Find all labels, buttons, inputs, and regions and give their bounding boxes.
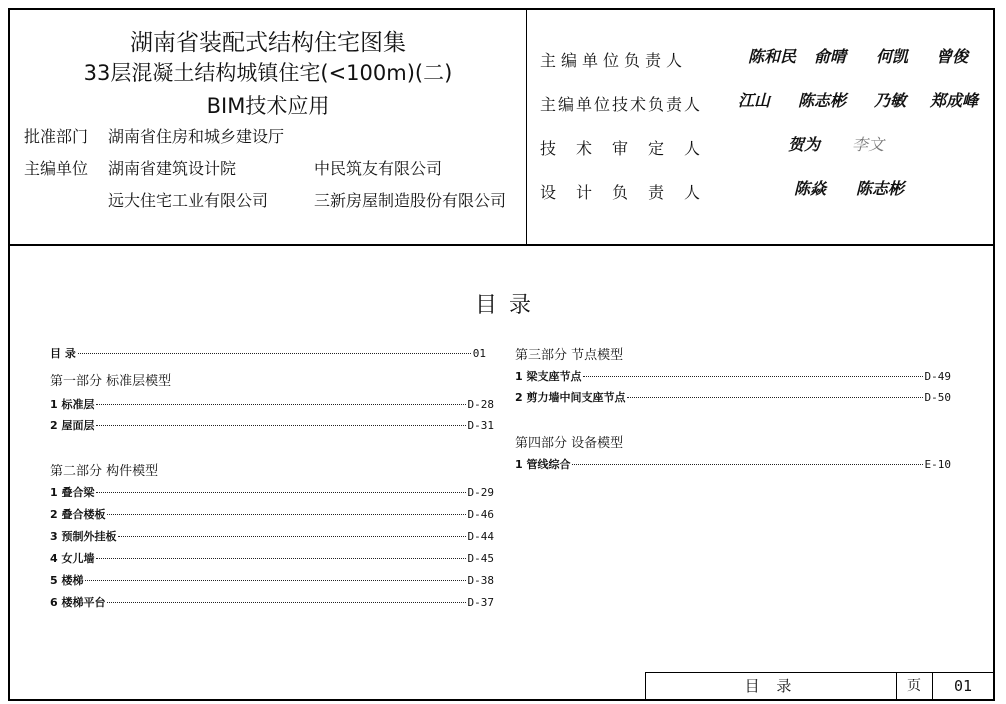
leader-dots bbox=[96, 558, 465, 559]
editor-unit: 三新房屋制造股份有限公司 bbox=[314, 191, 507, 210]
toc-entry-page: D-50 bbox=[924, 391, 951, 404]
editor-unit: 远大住宅工业有限公司 bbox=[108, 191, 269, 210]
atlas-topic: BIM技术应用 bbox=[206, 94, 330, 118]
sheet-footer bbox=[645, 672, 993, 699]
toc-entry bbox=[50, 572, 494, 588]
toc-entry-label: 1 梁支座节点 bbox=[515, 370, 582, 383]
signature: 贺为 bbox=[788, 135, 821, 154]
toc-entry-label: 4 女儿墙 bbox=[50, 552, 95, 565]
editor-label: 主编单位 bbox=[24, 159, 89, 178]
toc-entry-label: 2 剪力墙中间支座节点 bbox=[515, 391, 626, 404]
role-label: 主编单位负责人 bbox=[540, 51, 688, 70]
signature: 李文 bbox=[852, 135, 885, 154]
title-block bbox=[10, 10, 527, 244]
editor-unit: 中民筑友有限公司 bbox=[314, 159, 443, 178]
toc-entry-label: 1 标准层 bbox=[50, 398, 95, 411]
toc-entry bbox=[50, 484, 494, 500]
signature: 陈焱 bbox=[794, 179, 827, 198]
approval-value: 湖南省住房和城乡建设厅 bbox=[108, 127, 285, 146]
toc-entry-page: D-29 bbox=[467, 486, 494, 499]
signature: 陈志彬 bbox=[856, 179, 905, 198]
role-label: 设计负责人 bbox=[540, 183, 721, 202]
signature: 曾俊 bbox=[936, 47, 969, 66]
role-label: 技术审定人 bbox=[540, 139, 721, 158]
responsibility-block bbox=[526, 10, 993, 244]
toc-entry bbox=[50, 345, 486, 361]
toc-entry-label: 5 楼梯 bbox=[50, 574, 84, 587]
toc-entry-label: 6 楼梯平台 bbox=[50, 596, 106, 609]
atlas-subtitle: 33层混凝土结构城镇住宅(<100m)(二) bbox=[83, 61, 453, 85]
leader-dots bbox=[627, 397, 922, 398]
signature: 乃敏 bbox=[874, 91, 907, 110]
toc-entry-page: D-37 bbox=[467, 596, 494, 609]
toc-entry bbox=[50, 594, 494, 610]
toc-entry bbox=[515, 389, 951, 405]
toc-entry-label: 2 屋面层 bbox=[50, 419, 95, 432]
leader-dots bbox=[85, 580, 465, 581]
section-heading: 第二部分 构件模型 bbox=[50, 464, 159, 479]
atlas-title: 湖南省装配式结构住宅图集 bbox=[130, 30, 406, 56]
approval-label: 批准部门 bbox=[24, 127, 89, 146]
toc-entry-page: D-49 bbox=[924, 370, 951, 383]
leader-dots bbox=[78, 353, 471, 354]
toc-entry bbox=[50, 417, 494, 433]
signature: 陈志彬 bbox=[798, 91, 847, 110]
toc-entry bbox=[50, 528, 494, 544]
signature: 江山 bbox=[738, 91, 771, 110]
section-heading: 第四部分 设备模型 bbox=[515, 436, 624, 451]
toc-entry-page: D-38 bbox=[467, 574, 494, 587]
page-label: 页 bbox=[907, 678, 921, 694]
toc-entry bbox=[515, 368, 951, 384]
header-divider bbox=[10, 244, 993, 246]
toc-entry-label: 3 预制外挂板 bbox=[50, 530, 117, 543]
toc-entry-page: D-31 bbox=[467, 419, 494, 432]
leader-dots bbox=[572, 464, 922, 465]
leader-dots bbox=[96, 425, 465, 426]
toc-entry-page: D-28 bbox=[467, 398, 494, 411]
section-heading: 第一部分 标准层模型 bbox=[50, 374, 172, 389]
toc-entry-page: D-46 bbox=[467, 508, 494, 521]
signature: 陈和民 bbox=[748, 47, 797, 66]
leader-dots bbox=[107, 514, 465, 515]
role-label: 主编单位技术负责人 bbox=[540, 95, 703, 114]
leader-dots bbox=[107, 602, 465, 603]
toc-entry-label: 1 管线综合 bbox=[515, 458, 571, 471]
leader-dots bbox=[96, 492, 465, 493]
leader-dots bbox=[96, 404, 465, 405]
editor-unit: 湖南省建筑设计院 bbox=[108, 159, 237, 178]
toc-entry-page: D-44 bbox=[467, 530, 494, 543]
toc-entry-page: D-45 bbox=[467, 552, 494, 565]
toc-entry bbox=[50, 396, 494, 412]
drawing-frame bbox=[8, 8, 995, 701]
sheet-name: 目 录 bbox=[744, 677, 798, 695]
toc-entry bbox=[50, 506, 494, 522]
signature: 郑成峰 bbox=[930, 91, 979, 110]
toc-entry-label: 1 叠合梁 bbox=[50, 486, 95, 499]
toc-entry bbox=[50, 550, 494, 566]
signature: 何凯 bbox=[876, 47, 909, 66]
toc-entry-label: 2 叠合楼板 bbox=[50, 508, 106, 521]
section-heading: 第三部分 节点模型 bbox=[515, 348, 624, 363]
page-number: 01 bbox=[953, 677, 973, 695]
toc-entry bbox=[515, 456, 951, 472]
toc-title: 目录 bbox=[475, 293, 544, 318]
signature: 俞晴 bbox=[814, 47, 847, 66]
toc-entry-page: 01 bbox=[472, 347, 486, 360]
toc-entry-page: E-10 bbox=[924, 458, 951, 471]
toc-entry-label: 目 录 bbox=[50, 347, 76, 360]
leader-dots bbox=[118, 536, 465, 537]
leader-dots bbox=[583, 376, 922, 377]
